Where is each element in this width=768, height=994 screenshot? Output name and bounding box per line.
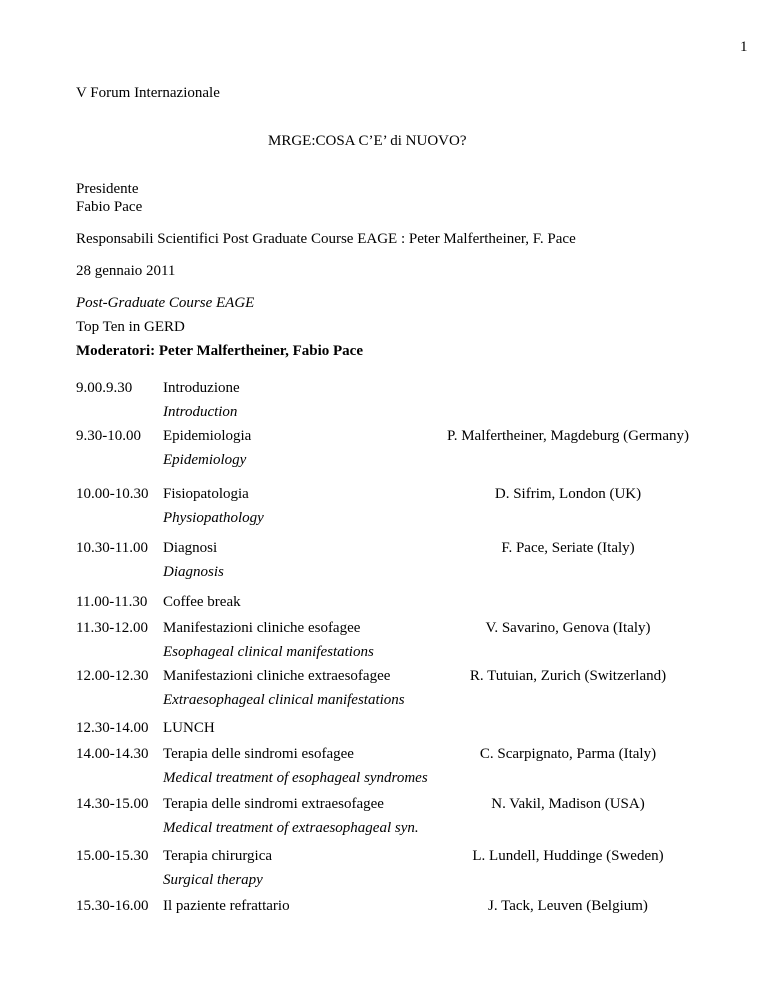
schedule-row [0,486,768,526]
schedule-topic: Manifestazioni cliniche esofagee [163,620,361,636]
schedule-topic: Terapia delle sindromi extraesofagee [163,796,384,812]
schedule-row [0,668,768,708]
schedule-time: 12.00-12.30 [76,668,149,684]
schedule-row [0,594,768,614]
schedule-time: 14.00-14.30 [76,746,149,762]
schedule-topic: LUNCH [163,720,215,736]
schedule-topic-english: Medical treatment of esophageal syndromes [163,770,428,786]
schedule-topic-english: Physiopathology [163,510,264,526]
schedule-row [0,620,768,660]
event-date: 28 gennaio 2011 [76,263,176,279]
schedule-speaker: C. Scarpignato, Parma (Italy) [479,746,657,762]
schedule-topic: Fisiopatologia [163,486,249,502]
schedule-time: 14.30-15.00 [76,796,149,812]
president-label: Presidente [76,181,139,197]
schedule-topic: Epidemiologia [163,428,252,444]
schedule-topic: Diagnosi [163,540,218,556]
schedule-time: 15.30-16.00 [76,898,149,914]
schedule-topic: Terapia chirurgica [163,848,273,864]
moderators: Moderatori: Peter Malfertheiner, Fabio Pace [76,343,363,359]
schedule-speaker: P. Malfertheiner, Magdeburg (Germany) [447,428,689,444]
schedule-topic-english: Epidemiology [163,452,247,468]
schedule-topic-english: Extraesophageal clinical manifestations [163,692,405,708]
course-title: Post-Graduate Course EAGE [76,295,255,311]
schedule-topic-english: Medical treatment of extraesophageal syn. [163,820,419,836]
schedule-time: 10.30-11.00 [76,540,148,556]
schedule-topic: Manifestazioni cliniche extraesofagee [163,668,391,684]
schedule-row [0,898,768,918]
schedule-topic-english: Introduction [163,404,238,420]
forum-heading: V Forum Internazionale [76,85,220,101]
schedule-row [0,428,768,468]
event-title: MRGE:COSA C’E’ di NUOVO? [268,133,467,149]
schedule-speaker: L. Lundell, Huddinge (Sweden) [472,848,664,864]
schedule-topic-english: Surgical therapy [163,872,263,888]
schedule-row [0,380,768,420]
schedule-speaker: J. Tack, Leuven (Belgium) [488,898,648,914]
schedule-speaker: R. Tutuian, Zurich (Switzerland) [469,668,667,684]
schedule-speaker: F. Pace, Seriate (Italy) [501,540,635,556]
schedule-time: 9.30-10.00 [76,428,141,444]
schedule-speaker: V. Savarino, Genova (Italy) [485,620,651,636]
schedule-speaker: D. Sifrim, London (UK) [494,486,642,502]
schedule-topic: Coffee break [163,594,241,610]
schedule-time: 11.00-11.30 [76,594,148,610]
page-number: 1 [740,39,748,55]
schedule-time: 10.00-10.30 [76,486,149,502]
schedule-time: 15.00-15.30 [76,848,149,864]
schedule-row [0,540,768,580]
schedule-topic: Il paziente refrattario [163,898,290,914]
schedule-row [0,746,768,786]
schedule-speaker: N. Vakil, Madison (USA) [491,796,645,812]
schedule-row [0,720,768,740]
schedule-time: 9.00.9.30 [76,380,133,396]
schedule-row [0,848,768,888]
scientific-responsibles: Responsabili Scientifici Post Graduate Course EAGE : Peter Malfertheiner, F. Pace [76,231,576,247]
president-name: Fabio Pace [76,199,143,215]
schedule-topic: Introduzione [163,380,240,396]
schedule-time: 12.30-14.00 [76,720,149,736]
schedule-topic-english: Diagnosis [163,564,224,580]
course-subtitle: Top Ten in GERD [76,319,185,335]
schedule-topic-english: Esophageal clinical manifestations [163,644,374,660]
schedule-topic: Terapia delle sindromi esofagee [163,746,354,762]
schedule-time: 11.30-12.00 [76,620,148,636]
schedule-row [0,796,768,836]
